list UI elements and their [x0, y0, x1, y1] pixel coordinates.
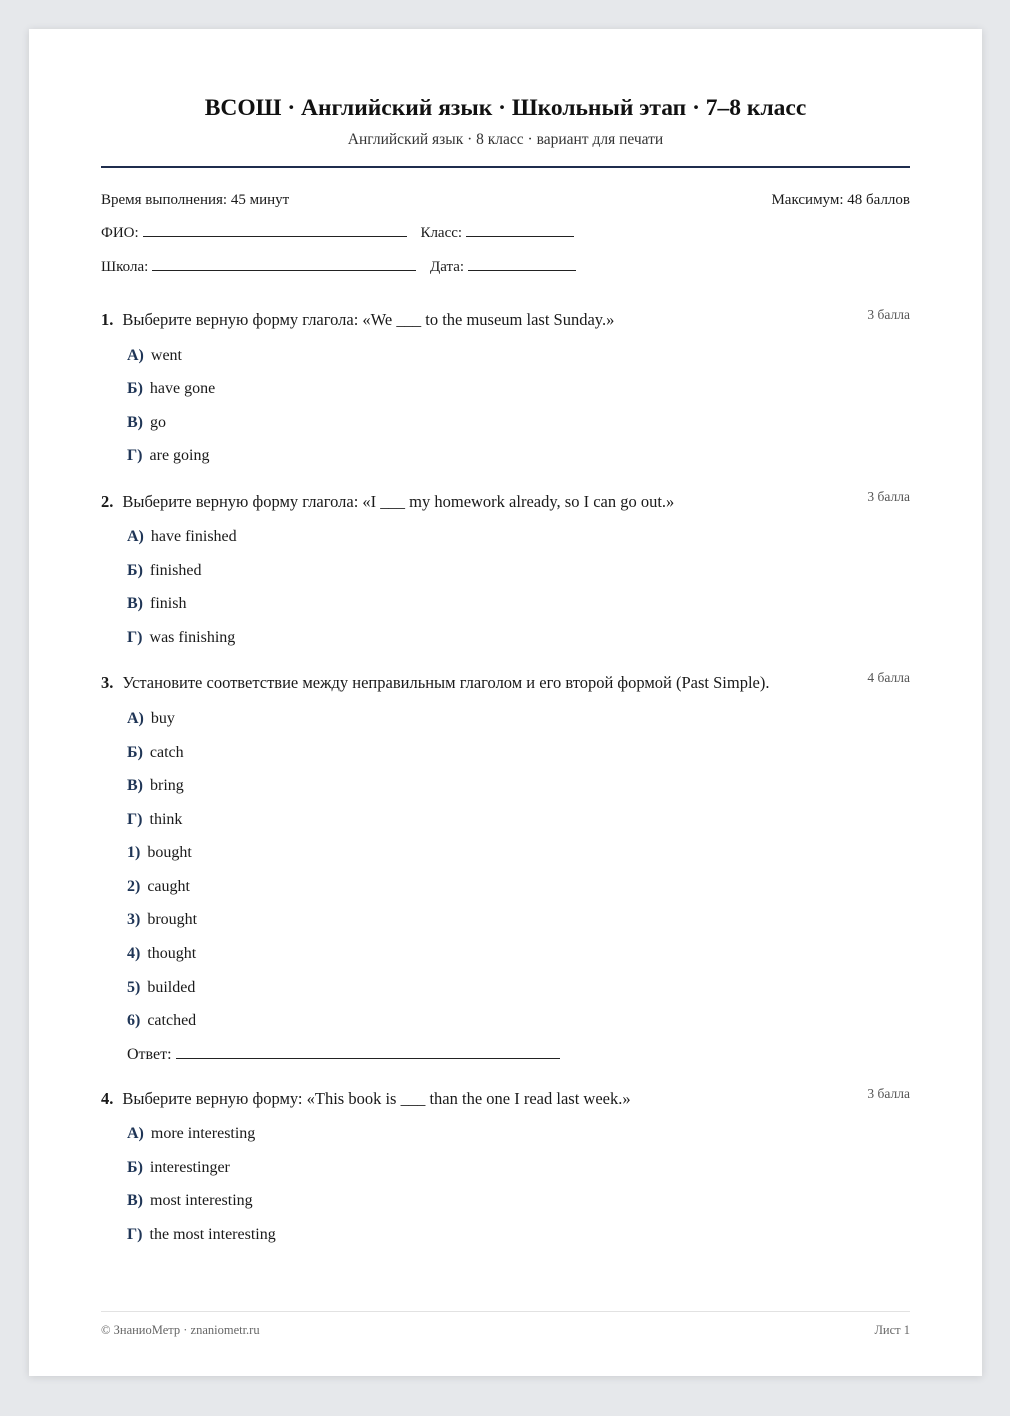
option-letter: В): [127, 414, 143, 431]
option-text: most interesting: [150, 1192, 253, 1209]
question-text: Выберите верную форму глагола: «I ___ my homework already, so I can go out.»: [122, 492, 675, 511]
option: [127, 562, 201, 580]
option-text: think: [149, 811, 183, 828]
match-item: [127, 979, 195, 997]
option-letter: Б): [127, 562, 143, 579]
question-text: Выберите верную форму глагола: «We ___ to the museum last Sunday.»: [122, 310, 615, 329]
option-letter: 1): [127, 844, 141, 861]
max-score: Максимум: 48 баллов: [771, 192, 910, 208]
page-subtitle: Английский язык · 8 класс · вариант для печати: [347, 131, 664, 148]
option-text: are going: [149, 447, 210, 464]
option-letter: Б): [127, 1159, 143, 1176]
option: [127, 777, 184, 795]
option-letter: А): [127, 710, 144, 727]
option-text: builded: [147, 979, 196, 996]
option-text: go: [150, 414, 166, 431]
option-text: more interesting: [150, 1125, 256, 1142]
page-title: ВСОШ · Английский язык · Школьный этап · 7–8 класс: [204, 95, 807, 121]
question-1: [101, 307, 910, 330]
question-2: [101, 489, 910, 512]
date-line: [468, 269, 576, 271]
option: [127, 414, 166, 432]
match-item: [127, 911, 197, 929]
option: [127, 447, 210, 465]
answer-row: [127, 1046, 560, 1064]
match-item: [127, 878, 190, 896]
option-letter: 5): [127, 979, 141, 996]
option-letter: 3): [127, 911, 141, 928]
question-points: 3 балла: [867, 1086, 910, 1101]
option: [127, 1226, 276, 1244]
option: [127, 347, 182, 365]
footer-divider: [101, 1311, 910, 1312]
question-number: 1.: [101, 310, 114, 329]
option: [127, 1192, 253, 1210]
option: [127, 710, 175, 728]
option-text: buy: [150, 710, 175, 727]
answer-label: Ответ:: [127, 1046, 172, 1063]
option-text: caught: [147, 878, 190, 895]
school-label: Школа:: [101, 259, 149, 275]
match-item: [127, 945, 196, 963]
option-letter: Б): [127, 380, 143, 397]
meta-fio-row: [101, 225, 910, 242]
question-3: [101, 670, 910, 693]
class-label: Класс:: [420, 225, 463, 241]
class-line: [466, 235, 574, 237]
option-text: finish: [150, 595, 187, 612]
option-letter: А): [127, 528, 144, 545]
option-letter: В): [127, 1192, 143, 1209]
option-text: catch: [149, 744, 184, 761]
option-letter: Г): [127, 811, 143, 828]
match-item: [127, 844, 192, 862]
option: [127, 744, 184, 762]
option-text: catched: [147, 1012, 197, 1029]
option: [127, 1125, 255, 1143]
question-text: Установите соответствие между неправильным глаголом и его второй формой (Past Simple).: [122, 673, 770, 692]
page-content: [101, 29, 910, 1376]
option-letter: Г): [127, 447, 143, 464]
option-letter: 6): [127, 1012, 141, 1029]
footer-copyright: © ЗнаниоМетр · znaniometr.ru: [101, 1323, 260, 1337]
fio-line: [143, 235, 407, 237]
option: [127, 1159, 230, 1177]
time-limit: Время выполнения: 45 минут: [101, 192, 290, 208]
option: [127, 811, 182, 829]
option-letter: 4): [127, 945, 141, 962]
option-text: thought: [147, 945, 197, 962]
meta-time-row: [101, 192, 910, 209]
date-label: Дата:: [430, 259, 465, 275]
option-letter: В): [127, 777, 143, 794]
option-text: finished: [149, 562, 202, 579]
match-item: [127, 1012, 196, 1030]
option-text: bought: [147, 844, 192, 861]
option: [127, 528, 237, 546]
option-letter: А): [127, 347, 144, 364]
document-page: [29, 29, 982, 1376]
question-points: 3 балла: [867, 307, 910, 322]
option: [127, 629, 235, 647]
question-points: 4 балла: [867, 670, 910, 685]
option-text: interestinger: [149, 1159, 230, 1176]
header-divider: [101, 166, 910, 168]
question-4: [101, 1086, 910, 1109]
meta-school-row: [101, 259, 910, 276]
question-number: 3.: [101, 673, 114, 692]
option-text: have finished: [150, 528, 237, 545]
option-text: bring: [150, 777, 184, 794]
option-letter: А): [127, 1125, 144, 1142]
option-letter: Г): [127, 1226, 143, 1243]
footer-page-number: Лист 1: [874, 1323, 910, 1337]
option-text: have gone: [149, 380, 216, 397]
option-text: went: [150, 347, 182, 364]
option-text: brought: [147, 911, 198, 928]
option-letter: Б): [127, 744, 143, 761]
option-letter: В): [127, 595, 143, 612]
option-letter: Г): [127, 629, 143, 646]
question-number: 4.: [101, 1089, 114, 1108]
question-points: 3 балла: [867, 489, 910, 504]
option-letter: 2): [127, 878, 141, 895]
option-text: was finishing: [149, 629, 236, 646]
question-text: Выберите верную форму: «This book is ___ than the one I read last week.»: [122, 1089, 631, 1108]
option-text: the most interesting: [149, 1226, 276, 1243]
option: [127, 595, 186, 613]
option: [127, 380, 215, 398]
fio-label: ФИО:: [101, 225, 139, 241]
school-line: [152, 269, 416, 271]
question-number: 2.: [101, 492, 114, 511]
answer-line: [176, 1057, 560, 1059]
